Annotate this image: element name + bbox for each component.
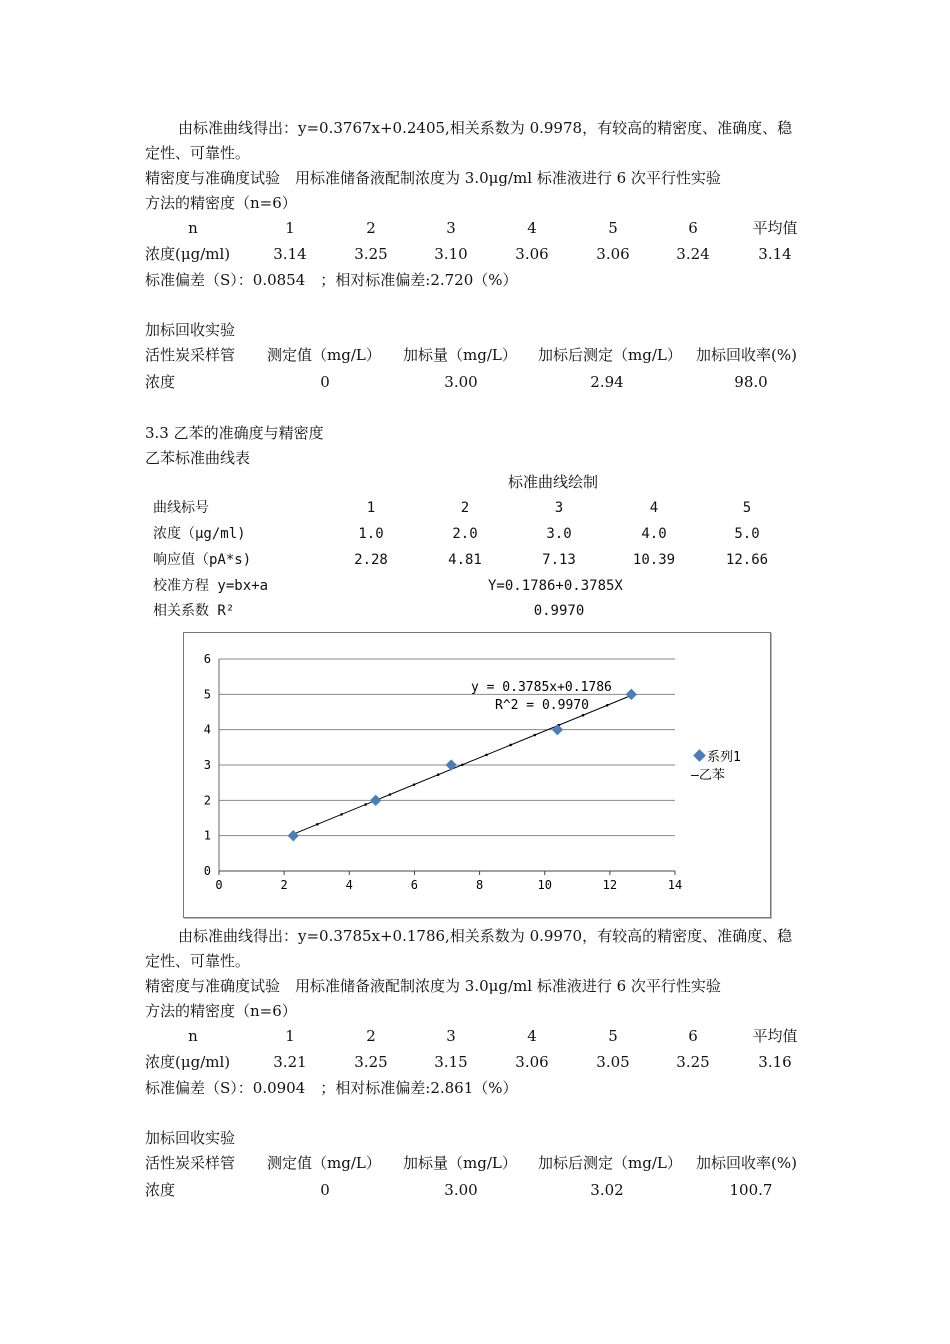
table-cell: 3.06 xyxy=(596,245,630,263)
curve-row-concentration xyxy=(153,523,823,545)
precision-intro-2: 精密度与准确度试验 用标准储备液配制浓度为 3.0μg/ml 标准液进行 6 次平行性实验 xyxy=(145,977,721,995)
table-cell: 3.00 xyxy=(444,1181,478,1199)
table-cell: 3.21 xyxy=(273,1053,307,1071)
table-cell: 100.7 xyxy=(729,1181,773,1199)
table-cell: 3.16 xyxy=(758,1053,792,1071)
y-tick-label: 6 xyxy=(203,652,211,666)
table-cell: 10.39 xyxy=(632,552,676,568)
table-cell: 2 xyxy=(460,500,470,516)
calibration-chart xyxy=(183,632,771,918)
table-cell: 3.06 xyxy=(515,1053,549,1071)
data-point xyxy=(288,830,299,841)
table-cell: 3.14 xyxy=(758,245,792,263)
legend-marker xyxy=(693,749,706,762)
recovery-value-row-1 xyxy=(145,371,815,393)
trendline-dot xyxy=(316,823,319,826)
precision-title-1: 方法的精密度（n=6） xyxy=(145,194,297,212)
table-cell: 0 xyxy=(320,373,330,391)
y-tick-label: 0 xyxy=(203,864,211,878)
table-cell: 浓度（μg/ml) xyxy=(153,526,246,542)
table-cell: 3.02 xyxy=(590,1181,624,1199)
trendline-dot xyxy=(606,704,609,707)
table-cell: 相关系数 R² xyxy=(153,603,235,619)
table-cell: 3 xyxy=(446,219,456,237)
x-tick-label: 0 xyxy=(215,878,223,892)
table-cell: 3.06 xyxy=(515,245,549,263)
section-heading: 3.3 乙苯的准确度与精密度 xyxy=(145,424,324,442)
table-cell: 0 xyxy=(320,1181,330,1199)
table-cell: 浓度(μg/ml) xyxy=(145,245,231,263)
table-cell: 3.15 xyxy=(434,1053,468,1071)
trendline-dot xyxy=(509,744,512,747)
trendline-equation-label: y = 0.3785x+0.1786 xyxy=(471,680,612,695)
table-cell: 1.0 xyxy=(358,526,384,542)
table-cell: 浓度 xyxy=(145,373,176,391)
table-cell: 曲线标号 xyxy=(153,500,209,516)
x-tick-label: 6 xyxy=(410,878,419,892)
y-tick-label: 4 xyxy=(203,722,211,737)
table-cell: 3 xyxy=(446,1027,456,1045)
x-tick-label: 4 xyxy=(345,878,353,892)
table-cell: Y=0.1786+0.3785X xyxy=(488,578,623,594)
trendline-dot xyxy=(582,714,585,717)
trendline-dot xyxy=(389,793,392,796)
table-cell: 3.25 xyxy=(676,1053,710,1071)
table-cell: 2.0 xyxy=(452,526,478,542)
std-deviation-text-1: 标准偏差（S）：0.0854 ；相对标准偏差:2.720（%） xyxy=(145,271,518,289)
table-cell: 5 xyxy=(608,1027,618,1045)
table-cell: 4.81 xyxy=(448,552,482,568)
table-cell: 98.0 xyxy=(734,373,768,391)
table-cell: 3.0 xyxy=(546,526,572,542)
table-cell: 活性炭采样管 xyxy=(145,1154,236,1172)
recovery-title-1: 加标回收实验 xyxy=(145,321,236,339)
table-cell: 3.24 xyxy=(676,245,710,263)
conclusion-text-1a: 由标准曲线得出：y=0.3767x+0.2405,相关系数为 0.9978，有较高的精密度、准确度、稳 xyxy=(178,119,793,137)
table-cell: 12.66 xyxy=(725,552,769,568)
trendline-r2-label: R^2 = 0.9970 xyxy=(495,698,589,713)
table-cell: 7.13 xyxy=(542,552,576,568)
precision-intro-1: 精密度与准确度试验 用标准储备液配制浓度为 3.0μg/ml 标准液进行 6 次平行性实验 xyxy=(145,169,721,187)
table-cell: 3.10 xyxy=(434,245,468,263)
x-tick-label: 14 xyxy=(667,878,683,892)
table-cell: 活性炭采样管 xyxy=(145,346,236,364)
trendline-dot xyxy=(413,783,416,786)
table-cell: 0.9970 xyxy=(533,603,585,619)
table-cell: 4 xyxy=(649,500,659,516)
table-cell: 测定值（mg/L） xyxy=(267,346,381,364)
table-cell: 2 xyxy=(366,1027,376,1045)
curve-table-caption: 标准曲线绘制 xyxy=(508,473,599,491)
legend-label-series2: —乙苯 xyxy=(691,768,725,783)
chart-svg xyxy=(184,633,770,917)
recovery-header-row-1 xyxy=(145,344,815,366)
data-point xyxy=(370,795,381,806)
curve-row-response xyxy=(153,549,823,571)
trendline-dot xyxy=(340,813,343,816)
table-cell: 加标后测定（mg/L） xyxy=(538,1154,682,1172)
table-cell: 3.05 xyxy=(596,1053,630,1071)
x-tick-label: 10 xyxy=(537,878,552,892)
table-cell: 校准方程 y=bx+a xyxy=(153,578,269,594)
precision-value-row-1 xyxy=(145,243,815,265)
table-cell: 4.0 xyxy=(641,526,667,542)
y-tick-label: 2 xyxy=(203,793,211,808)
table-cell: 2 xyxy=(366,219,376,237)
curve-row-equation xyxy=(153,575,823,597)
x-tick-label: 12 xyxy=(602,878,618,892)
trendline-dot xyxy=(364,803,367,806)
conclusion-text-2b: 定性、可靠性。 xyxy=(145,952,251,970)
y-tick-label: 1 xyxy=(203,828,211,843)
table-cell: 5 xyxy=(608,219,618,237)
precision-title-2: 方法的精密度（n=6） xyxy=(145,1002,297,1020)
table-cell: 加标后测定（mg/L） xyxy=(538,346,682,364)
table-cell: 3.00 xyxy=(444,373,478,391)
table-cell: 6 xyxy=(688,1027,698,1045)
data-point xyxy=(446,759,457,770)
x-tick-label: 8 xyxy=(475,878,484,892)
table-cell: 加标量（mg/L） xyxy=(403,1154,517,1172)
table-cell: 平均值 xyxy=(752,1027,798,1045)
recovery-value-row-2 xyxy=(145,1179,815,1201)
table-cell: 平均值 xyxy=(752,219,798,237)
table-cell: 加标回收率(%) xyxy=(696,346,797,364)
chart-legend xyxy=(691,749,741,783)
curve-row-index xyxy=(153,497,823,519)
table-cell: 4 xyxy=(527,1027,537,1045)
table-cell: 3 xyxy=(554,500,564,516)
table-cell: 3.25 xyxy=(354,1053,388,1071)
recovery-header-row-2 xyxy=(145,1152,815,1174)
table-cell: 1 xyxy=(285,219,295,237)
curve-row-r2 xyxy=(153,600,823,622)
std-deviation-text-2: 标准偏差（S）：0.0904 ；相对标准偏差:2.861（%） xyxy=(145,1079,518,1097)
table-cell: 5 xyxy=(742,500,752,516)
table-cell: 2.28 xyxy=(354,552,388,568)
table-cell: 浓度 xyxy=(145,1181,176,1199)
trendline-dot xyxy=(461,763,464,766)
table-cell: 1 xyxy=(285,1027,295,1045)
table-cell: 测定值（mg/L） xyxy=(267,1154,381,1172)
conclusion-text-1b: 定性、可靠性。 xyxy=(145,144,251,162)
data-point xyxy=(626,689,637,700)
table-cell: 2.94 xyxy=(590,373,624,391)
table-cell: 浓度(μg/ml) xyxy=(145,1053,231,1071)
table-cell: 响应值（pA*s) xyxy=(153,552,252,568)
y-tick-label: 3 xyxy=(203,758,211,772)
trendline-dot xyxy=(485,754,488,757)
x-tick-label: 2 xyxy=(280,878,288,892)
table-cell: 4 xyxy=(527,219,537,237)
trendline-dot xyxy=(533,734,536,737)
recovery-title-2: 加标回收实验 xyxy=(145,1129,236,1147)
table-cell: 6 xyxy=(688,219,698,237)
precision-header-row-2 xyxy=(145,1025,815,1047)
y-tick-label: 5 xyxy=(203,687,211,702)
table-cell: 3.25 xyxy=(354,245,388,263)
table-cell: 加标回收率(%) xyxy=(696,1154,797,1172)
precision-header-row-1 xyxy=(145,217,815,239)
legend-label-series1: 系列1 xyxy=(707,750,741,765)
conclusion-text-2a: 由标准曲线得出：y=0.3785x+0.1786,相关系数为 0.9970，有较高的精密度、准确度、稳 xyxy=(178,927,793,945)
table-cell: 5.0 xyxy=(734,526,760,542)
table-cell: 1 xyxy=(366,500,376,516)
data-point xyxy=(552,724,563,735)
trendline-dot xyxy=(437,773,440,776)
curve-table-title: 乙苯标准曲线表 xyxy=(145,449,251,467)
table-cell: 3.14 xyxy=(273,245,307,263)
table-cell: n xyxy=(188,1027,198,1045)
precision-value-row-2 xyxy=(145,1051,815,1073)
table-cell: 加标量（mg/L） xyxy=(403,346,517,364)
table-cell: n xyxy=(188,219,198,237)
